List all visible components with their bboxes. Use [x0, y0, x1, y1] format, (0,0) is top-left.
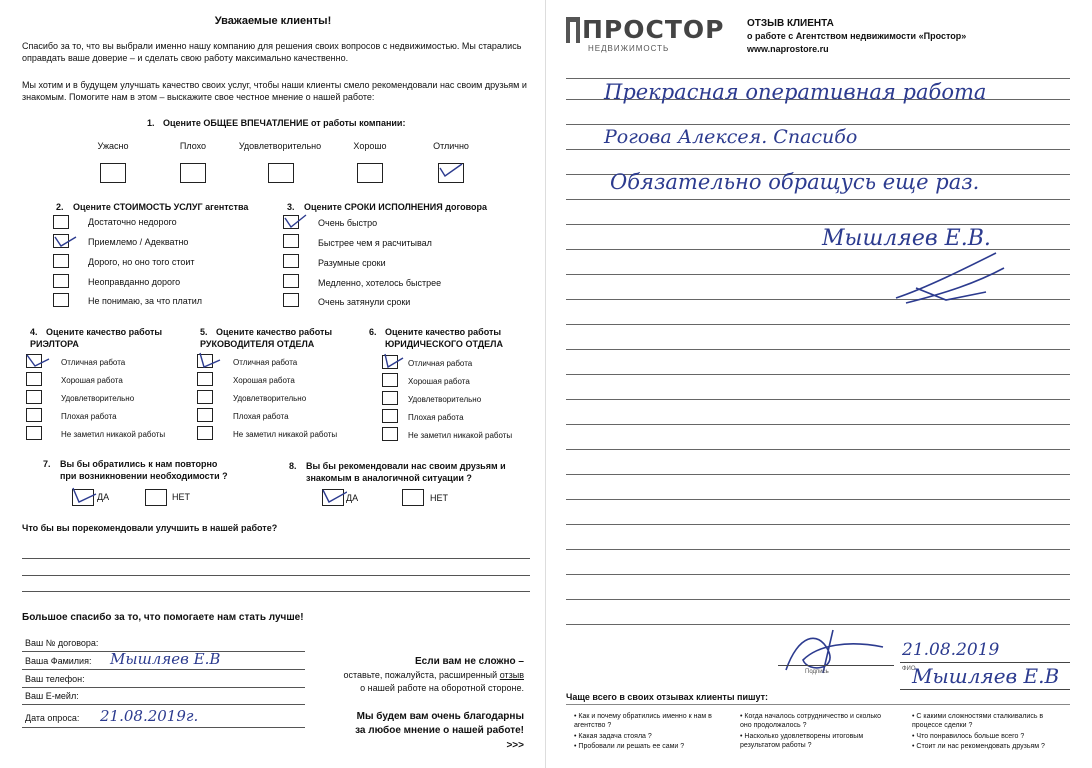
ruled-line: [566, 574, 1070, 575]
q6-option-label: Отличная работа: [408, 359, 473, 368]
q1-checkbox[interactable]: [268, 163, 294, 183]
q2-option-label: Не понимаю, за что платил: [88, 296, 203, 306]
q5-option-label: Не заметил никакой работы: [233, 430, 338, 439]
q8-number: 8.: [289, 461, 297, 471]
q1-checkbox[interactable]: [100, 163, 126, 183]
q2-option-label: Достаточно недорого: [88, 217, 177, 227]
review-line-2: Рогова Алексея. Спасибо: [604, 126, 858, 148]
q6-question-subject: ЮРИДИЧЕСКОГО ОТДЕЛА: [385, 339, 503, 349]
date-field[interactable]: [22, 727, 305, 728]
q6-option-label: Не заметил никакой работы: [408, 431, 513, 440]
q8-no-label: НЕТ: [430, 493, 448, 503]
ruled-line: [566, 424, 1070, 425]
ruled-line: [566, 199, 1070, 200]
q3-checkbox[interactable]: [283, 254, 299, 268]
q7-no-label: НЕТ: [172, 492, 190, 502]
logo-mark-icon: [566, 17, 580, 43]
signature-date: 21.08.2019: [902, 640, 1000, 660]
intro-text-2b: знакомым. Помогите нам в этом – выскажите свое честное мнение о нашей работе:: [22, 92, 375, 102]
checkmark-icon: [52, 231, 78, 251]
q1-checkbox[interactable]: [180, 163, 206, 183]
date-label: Дата опроса:: [25, 713, 80, 723]
q3-option-label: Быстрее чем я расчитывал: [318, 238, 432, 248]
q8-question-line2: знакомым в аналогичной ситуации ?: [306, 473, 472, 483]
q5-checkbox[interactable]: [197, 372, 213, 386]
tip-item: • Когда началось сотрудничество и сколько оно продолжалось ?: [740, 713, 882, 729]
q2-option-label: Неоправданно дорого: [88, 277, 181, 287]
improve-line[interactable]: [22, 591, 530, 592]
q4-question-subject: РИЭЛТОРА: [30, 339, 79, 349]
q8-question: Вы бы рекомендовали нас своим друзьям и: [306, 461, 506, 471]
q3-checkbox[interactable]: [283, 293, 299, 307]
q3-number: 3.: [287, 202, 295, 212]
q3-option-label: Разумные сроки: [318, 258, 386, 268]
review-signature-name: Мышляев Е.В.: [822, 226, 991, 251]
note-line-1: Если вам не сложно –: [415, 656, 524, 667]
q7-yes-checkbox-checked[interactable]: [72, 489, 94, 506]
q3-checkbox[interactable]: [283, 234, 299, 248]
q6-option-label: Удовлетворительно: [408, 395, 482, 404]
tip-item: • Стоит ли нас рекомендовать друзьям ?: [912, 743, 1045, 750]
q3-option-label: Очень затянули сроки: [318, 297, 411, 307]
ruled-line: [566, 599, 1070, 600]
q6-option-label: Плохая работа: [408, 413, 464, 422]
ruled-line: [566, 549, 1070, 550]
q2-number: 2.: [56, 202, 64, 212]
q1-checkbox[interactable]: [357, 163, 383, 183]
q4-checkbox[interactable]: [26, 408, 42, 422]
checkmark-icon: [196, 351, 222, 371]
tip-item: • Что понравилось больше всего ?: [912, 733, 1025, 740]
q5-number: 5.: [200, 327, 208, 337]
q4-question: Оцените качество работы: [46, 327, 163, 337]
ruled-line: [566, 399, 1070, 400]
ruled-line: [566, 149, 1070, 150]
phone-label: Ваш телефон:: [25, 674, 85, 684]
checkmark-icon: [321, 486, 347, 506]
q3-checkbox[interactable]: [283, 274, 299, 288]
ruled-line: [566, 224, 1070, 225]
review-link[interactable]: отзыв: [499, 670, 524, 680]
q5-checkbox-checked[interactable]: [197, 354, 213, 368]
ruled-line: [566, 474, 1070, 475]
q2-option-label: Дорого, но оно того стоит: [88, 257, 195, 267]
q6-question: Оцените качество работы: [385, 327, 502, 337]
intro-text-1b: оправдать ваше доверие – и сделать свою работу максимально качественно.: [22, 53, 349, 63]
tip-item: • Какая задача стояла ?: [574, 733, 652, 740]
tips-divider: [566, 704, 1070, 705]
note-line-3: о нашей работе на оборотной стороне.: [360, 683, 524, 693]
review-subtitle: о работе с Агентством недвижимости «Простор»: [747, 31, 967, 41]
improve-question: Что бы вы порекомендовали улучшить в нашей работе?: [22, 523, 278, 533]
q7-question-line2: при возникновении необходимости ?: [60, 471, 228, 481]
improve-line[interactable]: [22, 575, 530, 576]
q5-question: Оцените качество работы: [216, 327, 333, 337]
q3-option-label: Медленно, хотелось быстрее: [318, 278, 442, 288]
q5-checkbox[interactable]: [197, 390, 213, 404]
q6-checkbox[interactable]: [382, 391, 398, 405]
ruled-line: [566, 499, 1070, 500]
q4-option-label: Плохая работа: [61, 412, 117, 421]
review-line-1: Прекрасная оперативная работа: [604, 80, 987, 104]
website-url: www.naprostore.ru: [747, 44, 829, 54]
q6-checkbox[interactable]: [382, 409, 398, 423]
signature-icon: [886, 248, 1016, 308]
q2-checkbox[interactable]: [53, 254, 69, 268]
logo-subtitle: НЕДВИЖИМОСТЬ: [588, 44, 670, 53]
q1-option-label: Плохо: [179, 141, 207, 151]
ruled-line: [566, 374, 1070, 375]
ruled-line: [566, 324, 1070, 325]
q6-number: 6.: [369, 327, 377, 337]
q5-checkbox[interactable]: [197, 408, 213, 422]
q1-number: 1.: [147, 118, 155, 128]
q2-checkbox[interactable]: [53, 215, 69, 229]
final-line-1: Мы будем вам очень благодарны: [356, 711, 524, 722]
review-title: ОТЗЫВ КЛИЕНТА: [747, 18, 834, 29]
surname-field[interactable]: [22, 669, 305, 670]
date-value: 21.08.2019г.: [100, 707, 199, 725]
next-page-arrows: >>>: [506, 740, 524, 751]
q4-checkbox[interactable]: [26, 372, 42, 386]
checkmark-icon: [381, 352, 407, 372]
thanks-text: Большое спасибо за то, что помогаете нам стать лучше!: [22, 612, 304, 623]
intro-text-2: Мы хотим и в будущем улучшать качество своих услуг, чтобы наши клиенты смело рекомендовали нас своим друзьям и: [22, 80, 527, 90]
ruled-line: [566, 449, 1070, 450]
q2-option-label: Приемлемо / Адекватно: [88, 237, 189, 247]
signature-label: Подпись: [805, 669, 829, 675]
q8-yes-checkbox-checked[interactable]: [322, 489, 344, 506]
q6-checkbox[interactable]: [382, 373, 398, 387]
q8-no-checkbox[interactable]: [402, 489, 424, 506]
fio-line[interactable]: [900, 689, 1070, 690]
q4-option-label: Не заметил никакой работы: [61, 430, 166, 439]
surname-value: Мышляев Е.В: [110, 650, 221, 668]
checkmark-icon: [282, 212, 308, 232]
final-line-2: за любое мнение о нашей работе!: [355, 725, 524, 736]
q6-checkbox[interactable]: [382, 427, 398, 441]
q7-question: Вы бы обратились к нам повторно: [60, 459, 218, 469]
q2-checkbox[interactable]: [53, 274, 69, 288]
tips-title: Чаще всего в своих отзывах клиенты пишут:: [566, 692, 769, 702]
q4-checkbox[interactable]: [26, 426, 42, 440]
tip-item: • С какими сложностями сталкивались в процессе сделки ?: [912, 713, 1044, 729]
email-label: Ваш Е-мейл:: [25, 691, 79, 701]
q2-checkbox[interactable]: [53, 293, 69, 307]
checkmark-icon: [71, 486, 97, 506]
date-line[interactable]: [900, 662, 1070, 663]
improve-line[interactable]: [22, 558, 530, 559]
q5-checkbox[interactable]: [197, 426, 213, 440]
ruled-line: [566, 124, 1070, 125]
q3-checkbox-checked[interactable]: [283, 215, 299, 229]
q1-option-label: Удовлетворительно: [238, 141, 322, 151]
signature-mark-icon: [778, 625, 888, 675]
q2-question: Оцените СТОИМОСТЬ УСЛУГ агентства: [73, 202, 249, 212]
signature-name: Мышляев Е.В: [912, 664, 1060, 688]
tip-item: • Как и почему обратились именно к нам в агентство ?: [574, 713, 712, 729]
logo-text: ПРОСТОР: [582, 15, 725, 44]
checkmark-icon: [25, 351, 51, 371]
tip-item: • Пробовали ли решать ее сами ?: [574, 743, 685, 750]
q5-option-label: Отличная работа: [233, 358, 298, 367]
q2-checkbox-checked[interactable]: [53, 234, 69, 248]
q4-option-label: Хорошая работа: [61, 376, 123, 385]
q4-option-label: Отличная работа: [61, 358, 126, 367]
q1-question: Оцените ОБЩЕЕ ВПЕЧАТЛЕНИЕ от работы компании:: [163, 118, 406, 128]
page-title: Уважаемые клиенты!: [214, 15, 332, 27]
q1-option-label: Хорошо: [353, 141, 387, 151]
q5-option-label: Удовлетворительно: [233, 394, 307, 403]
q5-question-subject: РУКОВОДИТЕЛЯ ОТДЕЛА: [200, 339, 315, 349]
q1-option-label: Ужасно: [97, 141, 129, 151]
q1-option-label: Отлично: [433, 141, 469, 151]
q7-no-checkbox[interactable]: [145, 489, 167, 506]
intro-text-1: Спасибо за то, что вы выбрали именно нашу компанию для решения своих вопросов с недвижимостью. Мы старались: [22, 41, 522, 51]
note-line-2: оставьте, пожалуйста, расширенный отзыв: [343, 670, 524, 680]
review-line-3: Обязательно обращусь еще раз.: [610, 170, 980, 194]
page-divider: [545, 0, 546, 768]
q7-number: 7.: [43, 459, 51, 469]
q4-option-label: Удовлетворительно: [61, 394, 135, 403]
q6-option-label: Хорошая работа: [408, 377, 470, 386]
checkmark-icon: [437, 160, 463, 180]
q5-option-label: Хорошая работа: [233, 376, 295, 385]
q7-yes-label: ДА: [97, 492, 110, 502]
contract-label: Ваш № договора:: [25, 638, 99, 648]
tip-item: • Насколько удовлетворены итоговым результатом работы ?: [740, 733, 864, 749]
phone-field[interactable]: [22, 687, 305, 688]
q4-checkbox-checked[interactable]: [26, 354, 42, 368]
q6-checkbox-checked[interactable]: [382, 355, 398, 369]
q1-checkbox-checked[interactable]: [438, 163, 464, 183]
q4-number: 4.: [30, 327, 38, 337]
q4-checkbox[interactable]: [26, 390, 42, 404]
surname-label: Ваша Фамилия:: [25, 656, 92, 666]
ruled-line: [566, 524, 1070, 525]
ruled-line: [566, 78, 1070, 79]
q3-question: Оцените СРОКИ ИСПОЛНЕНИЯ договора: [304, 202, 487, 212]
fio-label: ФИО: [902, 666, 916, 672]
q5-option-label: Плохая работа: [233, 412, 289, 421]
signature-field[interactable]: [778, 665, 894, 666]
q8-yes-label: ДА: [346, 493, 359, 503]
ruled-line: [566, 349, 1070, 350]
q3-option-label: Очень быстро: [318, 218, 378, 228]
email-field[interactable]: [22, 704, 305, 705]
